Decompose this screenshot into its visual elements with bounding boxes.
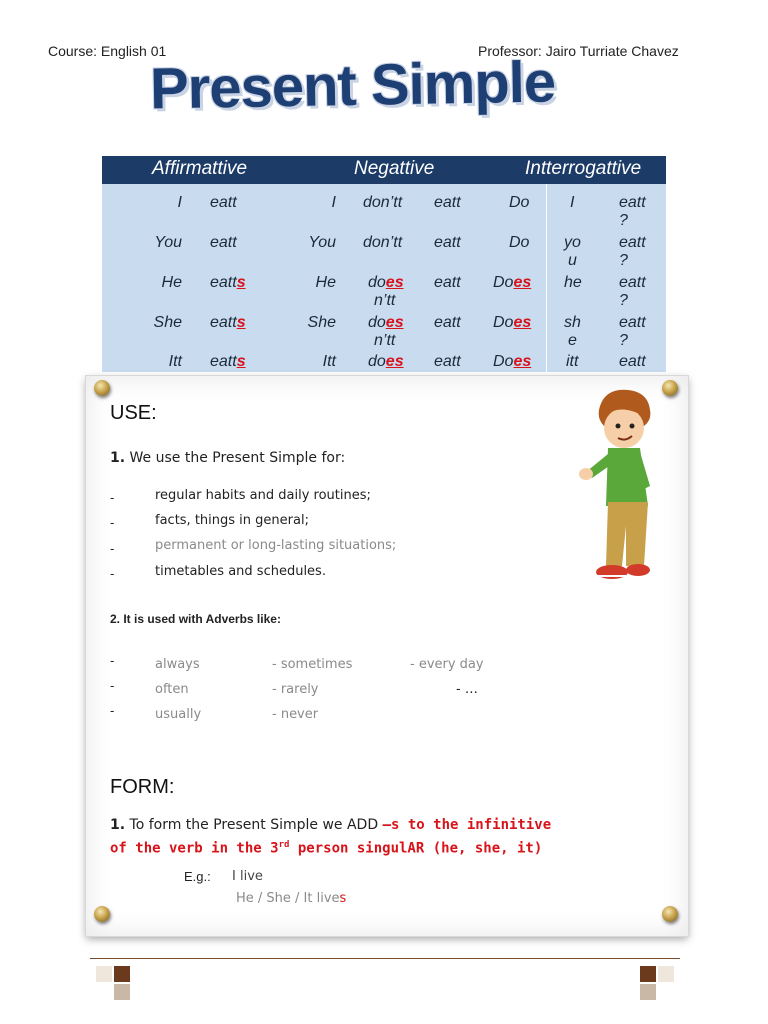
neg-aux-tail: n’tt: [374, 292, 396, 309]
neg-aux: does: [368, 274, 404, 291]
aff-ending: s: [236, 274, 246, 291]
adverb: always: [155, 657, 200, 672]
int-subject: I: [570, 194, 575, 211]
int-verb: eatt: [619, 314, 646, 331]
adverb: - …: [456, 682, 478, 697]
int-subject: sh: [564, 314, 581, 331]
neg-verb: eatt: [434, 234, 461, 251]
int-subject: he: [564, 274, 582, 291]
bullet-dash: -: [110, 541, 115, 556]
table-header: [102, 156, 666, 184]
adverb: usually: [155, 707, 202, 722]
example-2: He / She / It lives: [236, 891, 347, 906]
int-aux-ending: es: [513, 353, 532, 370]
adverb: - every day: [410, 657, 484, 672]
professor-label: Professor: Jairo Turriate Chavez: [478, 43, 679, 59]
use-bullet: facts, things in general;: [155, 513, 309, 528]
footer-square: [658, 966, 674, 982]
neg-verb: eatt: [434, 194, 461, 211]
int-aux: Does: [493, 274, 532, 291]
pin-icon: [662, 906, 678, 922]
footer-square: [640, 966, 656, 982]
form-point-1: [110, 817, 551, 833]
aff-verb: eatts: [210, 353, 246, 370]
neg-subject: You: [308, 234, 336, 251]
aff-subject: She: [153, 314, 182, 331]
neg-aux: does: [368, 353, 404, 370]
int-aux: Do: [509, 234, 530, 251]
bullet-dash: -: [110, 515, 115, 530]
int-verb: eatt: [619, 274, 646, 291]
int-verb: eatt: [619, 234, 646, 251]
neg-subject: I: [331, 194, 336, 211]
int-subject: yo: [564, 234, 581, 251]
use-point-1: [110, 450, 345, 466]
example-label: E.g.:: [184, 869, 211, 884]
pin-icon: [94, 906, 110, 922]
int-question-mark: ?: [619, 332, 628, 349]
form-heading: FORM:: [110, 776, 175, 798]
footer-square: [96, 966, 112, 982]
neg-aux-ending: es: [385, 274, 404, 291]
int-subject-tail: u: [568, 252, 577, 269]
neg-verb: eatt: [434, 314, 461, 331]
int-aux: Do: [509, 194, 530, 211]
int-aux: Does: [493, 353, 532, 370]
adverb: - rarely: [272, 682, 319, 697]
cartoon-boy-illustration: [578, 386, 660, 586]
footer-square: [114, 966, 130, 982]
int-question-mark: ?: [619, 212, 628, 229]
bullet-dash: -: [110, 678, 115, 693]
aff-verb: eatt: [210, 194, 237, 211]
aff-verb: eatts: [210, 274, 246, 291]
neg-verb: eatt: [434, 274, 461, 291]
aff-verb: eatt: [210, 234, 237, 251]
int-aux-ending: es: [513, 274, 532, 291]
int-aux-ending: es: [513, 314, 532, 331]
conjugation-table: [102, 156, 666, 372]
neg-subject: Itt: [322, 353, 336, 370]
bullet-dash: -: [110, 703, 115, 718]
footer-rule: [90, 958, 680, 959]
form-point-number: 1.: [110, 817, 126, 833]
neg-subject: She: [307, 314, 336, 331]
neg-aux: don’tt: [363, 234, 403, 251]
table-divider: [546, 184, 547, 372]
adverb: - sometimes: [272, 657, 353, 672]
header-interrogative: Intterrogattive: [525, 158, 642, 179]
neg-verb: eatt: [434, 353, 461, 370]
footer-square: [114, 984, 130, 1000]
footer-square: [658, 984, 674, 1000]
form-line1-rule: –s to the infinitive: [382, 817, 552, 833]
adverb: often: [155, 682, 189, 697]
bullet-dash: -: [110, 490, 115, 505]
aff-ending: s: [236, 353, 246, 370]
neg-aux: does: [368, 314, 404, 331]
neg-aux-tail: n’tt: [374, 332, 396, 349]
int-verb: eatt: [619, 194, 646, 211]
header-negative: Negattive: [354, 158, 435, 179]
int-subject: itt: [566, 353, 579, 370]
aff-subject: He: [161, 274, 182, 291]
form-line2: of the verb in the 3rd person singulAR (he, she, it): [110, 840, 543, 857]
aff-subject: Itt: [168, 353, 182, 370]
page-title: Present Simple: [149, 49, 556, 122]
neg-aux: don’tt: [363, 194, 403, 211]
example-1: I live: [232, 869, 263, 884]
neg-subject: He: [315, 274, 336, 291]
neg-aux-ending: es: [385, 314, 404, 331]
int-question-mark: ?: [619, 292, 628, 309]
int-subject-tail: e: [568, 332, 577, 349]
int-aux: Does: [493, 314, 532, 331]
use-point-1-number: 1.: [110, 450, 126, 466]
form-line1-text: To form the Present Simple we ADD: [129, 817, 379, 833]
use-bullet: regular habits and daily routines;: [155, 488, 371, 503]
use-bullet: permanent or long-lasting situations;: [155, 538, 397, 553]
ordinal-suffix: rd: [278, 840, 290, 850]
use-heading: USE:: [110, 402, 157, 424]
use-bullet: timetables and schedules.: [155, 564, 326, 579]
bullet-dash: -: [110, 566, 115, 581]
use-point-1-text: We use the Present Simple for:: [129, 450, 346, 466]
aff-subject: I: [177, 194, 182, 211]
int-verb: eatt: [619, 353, 646, 370]
footer-square: [96, 984, 112, 1000]
adverb: - never: [272, 707, 319, 722]
example-2-ending: s: [339, 891, 347, 906]
pin-icon: [662, 380, 678, 396]
bullet-dash: -: [110, 653, 115, 668]
use-point-2: 2. It is used with Adverbs like:: [110, 612, 281, 626]
header-affirmative: Affirmattive: [152, 158, 248, 179]
int-question-mark: ?: [619, 252, 628, 269]
course-label: Course: English 01: [48, 43, 167, 59]
aff-subject: You: [154, 234, 182, 251]
aff-verb: eatts: [210, 314, 246, 331]
aff-ending: s: [236, 314, 246, 331]
neg-aux-ending: es: [385, 353, 404, 370]
footer-square: [640, 984, 656, 1000]
pin-icon: [94, 380, 110, 396]
